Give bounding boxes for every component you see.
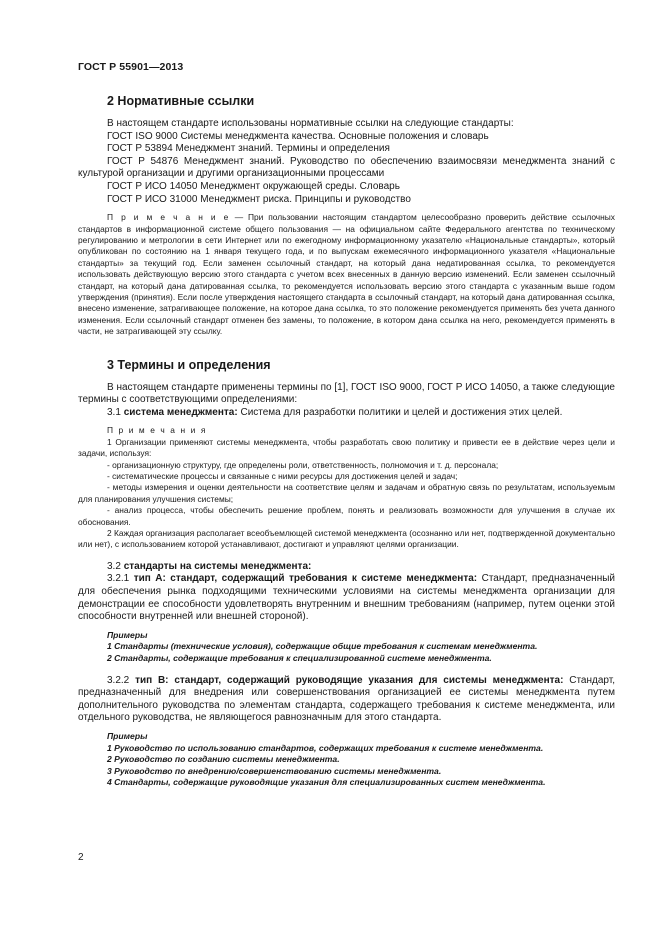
term-number: 3.2 (107, 560, 124, 572)
term-3-2 (78, 561, 615, 574)
example-item: 2 Руководство по созданию системы менеджмента. (107, 754, 340, 765)
ref-item: ГОСТ Р 54876 Менеджмент знаний. Руководство по обеспечению взаимосвязи менеджмента знаний с культурой организации и другими организационными процессами (78, 155, 615, 180)
page-content (78, 94, 615, 789)
note-1-item: - методы измерения и оценки деятельности на соответствие целям и задачам и обратную связь по результатам, используемым для планирования улучшения системы; (78, 482, 615, 504)
notes-label: П р и м е ч а н и я (107, 425, 207, 436)
term-name: тип В: стандарт, содержащий руководящие указания для системы менеджмента: (135, 674, 564, 686)
ref-item: ГОСТ Р ИСО 14050 Менеджмент окружающей среды. Словарь (107, 180, 400, 192)
examples-label: Примеры (107, 731, 148, 741)
term-definition: Стандарт, предназначенный для внедрения или совершенствования организацией ее системы менеджмента путем дополнительного руководства по элементам стандарта, содержащего требования к системе менеджмента, или отдельного руководства, не являющегося равнозначным для этого стандарта. (78, 674, 615, 724)
note-2: 2 Каждая организация располагает всеобъемлющей системой менеджмента (осознанно или нет, подтвержденной документально или нет), с использованием которой устанавливают, достигают и управляют целями организации. (78, 528, 615, 550)
example-item: 1 Руководство по использованию стандартов, содержащих требования к системе менеджмента. (107, 742, 544, 753)
note-text: — При пользовании настоящим стандартом целесообразно проверить действие ссылочных стандартов в информационной системе общего пользования — на официальном сайте Федерального агентства по техническому регулированию и метрологии в сети Интернет или по ежегодному информационному указателю «Национальные стандарты», который опубликован по состоянию на 1 января текущего года, и по выпускам ежемесячного информационного указателя «Национальные стандарты» за текущий год. Если заменен ссылочный стандарт, на который дана недатированная ссылка, то рекомендуется использовать действующую версию этого стандарта с учетом всех внесенных в данную версию изменений. Если заменен ссылочный стандарт, на который дана датированная ссылка, то рекомендуется использовать версию этого стандарта с указанным выше годом утверждения (принятия). Если после утверждения настоящего стандарта в ссылочный стандарт, на который дана датированная ссылка, внесено изменение, затрагивающее положение, на которое дана ссылка, то это положение рекомендуется применять без учета данного изменения. Если ссылочный стандарт отменен без замены, то положение, в котором дана ссылка на него, рекомендуется применять в части, не затрагивающей эту ссылку. (78, 212, 615, 337)
section-3-intro: В настоящем стандарте применены термины по [1], ГОСТ ISO 9000, ГОСТ Р ИСО 14050, а также следующие термины с соответствующими определениями: (78, 381, 615, 406)
section-2-note (78, 212, 615, 337)
page-header-standard: ГОСТ Р 55901—2013 (78, 61, 184, 73)
term-number: 3.1 (107, 406, 124, 418)
section-3-title: 3 Термины и определения (107, 357, 271, 372)
term-definition: Система для разработки политики и целей и достижения этих целей. (237, 406, 563, 418)
note-label: П р и м е ч а н и е (107, 212, 230, 223)
term-3-1 (78, 407, 615, 420)
example-item: 2 Стандарты, содержащие требования к специализированной системе менеджмента. (107, 653, 492, 664)
example-item: 1 Стандарты (технические условия), содержащие общие требования к системам менеджмента. (107, 641, 538, 652)
term-number: 3.2.2 (107, 674, 136, 686)
term-3-2-2 (78, 675, 615, 725)
example-item: 3 Руководство по внедрению/совершенствованию системы менеджмента. (107, 765, 442, 776)
section-2-title: 2 Нормативные ссылки (107, 94, 255, 108)
note-1: 1 Организации применяют системы менеджмента, чтобы разработать свою политику и привести ее в действие через цели и задачи, используя: (78, 436, 615, 459)
example-item: 4 Стандарты, содержащие руководящие указания для специализированных систем менеджмента. (107, 777, 546, 788)
term-number: 3.2.1 (107, 573, 134, 585)
term-name: стандарты на системы менеджмента: (123, 560, 312, 572)
section-2-intro: В настоящем стандарте использованы нормативные ссылки на следующие стандарты: (107, 118, 514, 129)
note-1-item: - систематические процессы и связанные с ними ресурсы для достижения целей и задач; (107, 471, 458, 482)
examples-label: Примеры (107, 629, 148, 640)
ref-item: ГОСТ ISO 9000 Системы менеджмента качества. Основные положения и словарь (107, 130, 489, 142)
term-name: система менеджмента: (123, 406, 238, 418)
term-definition: Стандарт, предназначенный для обеспечения рынка подходящими техническими условиями на системы менеджмента организации для демонстрации ее способности удовлетворять внутренним и внешним требованиям (например, путем оценки этой способности внутренней или внешней стороной). (78, 573, 615, 623)
note-1-item: - организационную структуру, где определены роли, ответственность, полномочия и т. д. персонала; (107, 459, 499, 470)
ref-item: ГОСТ Р ИСО 31000 Менеджмент риска. Принципы и руководство (107, 193, 411, 205)
term-name: тип А: стандарт, содержащий требования к системе менеджмента: (133, 573, 478, 585)
page-number: 2 (78, 852, 84, 863)
term-3-2-1 (78, 573, 615, 623)
note-1-item: - анализ процесса, чтобы обеспечить решение проблем, понять и реализовать возможности для улучшения в случае их обоснования. (78, 505, 615, 527)
ref-item: ГОСТ Р 53894 Менеджмент знаний. Термины и определения (107, 143, 390, 155)
